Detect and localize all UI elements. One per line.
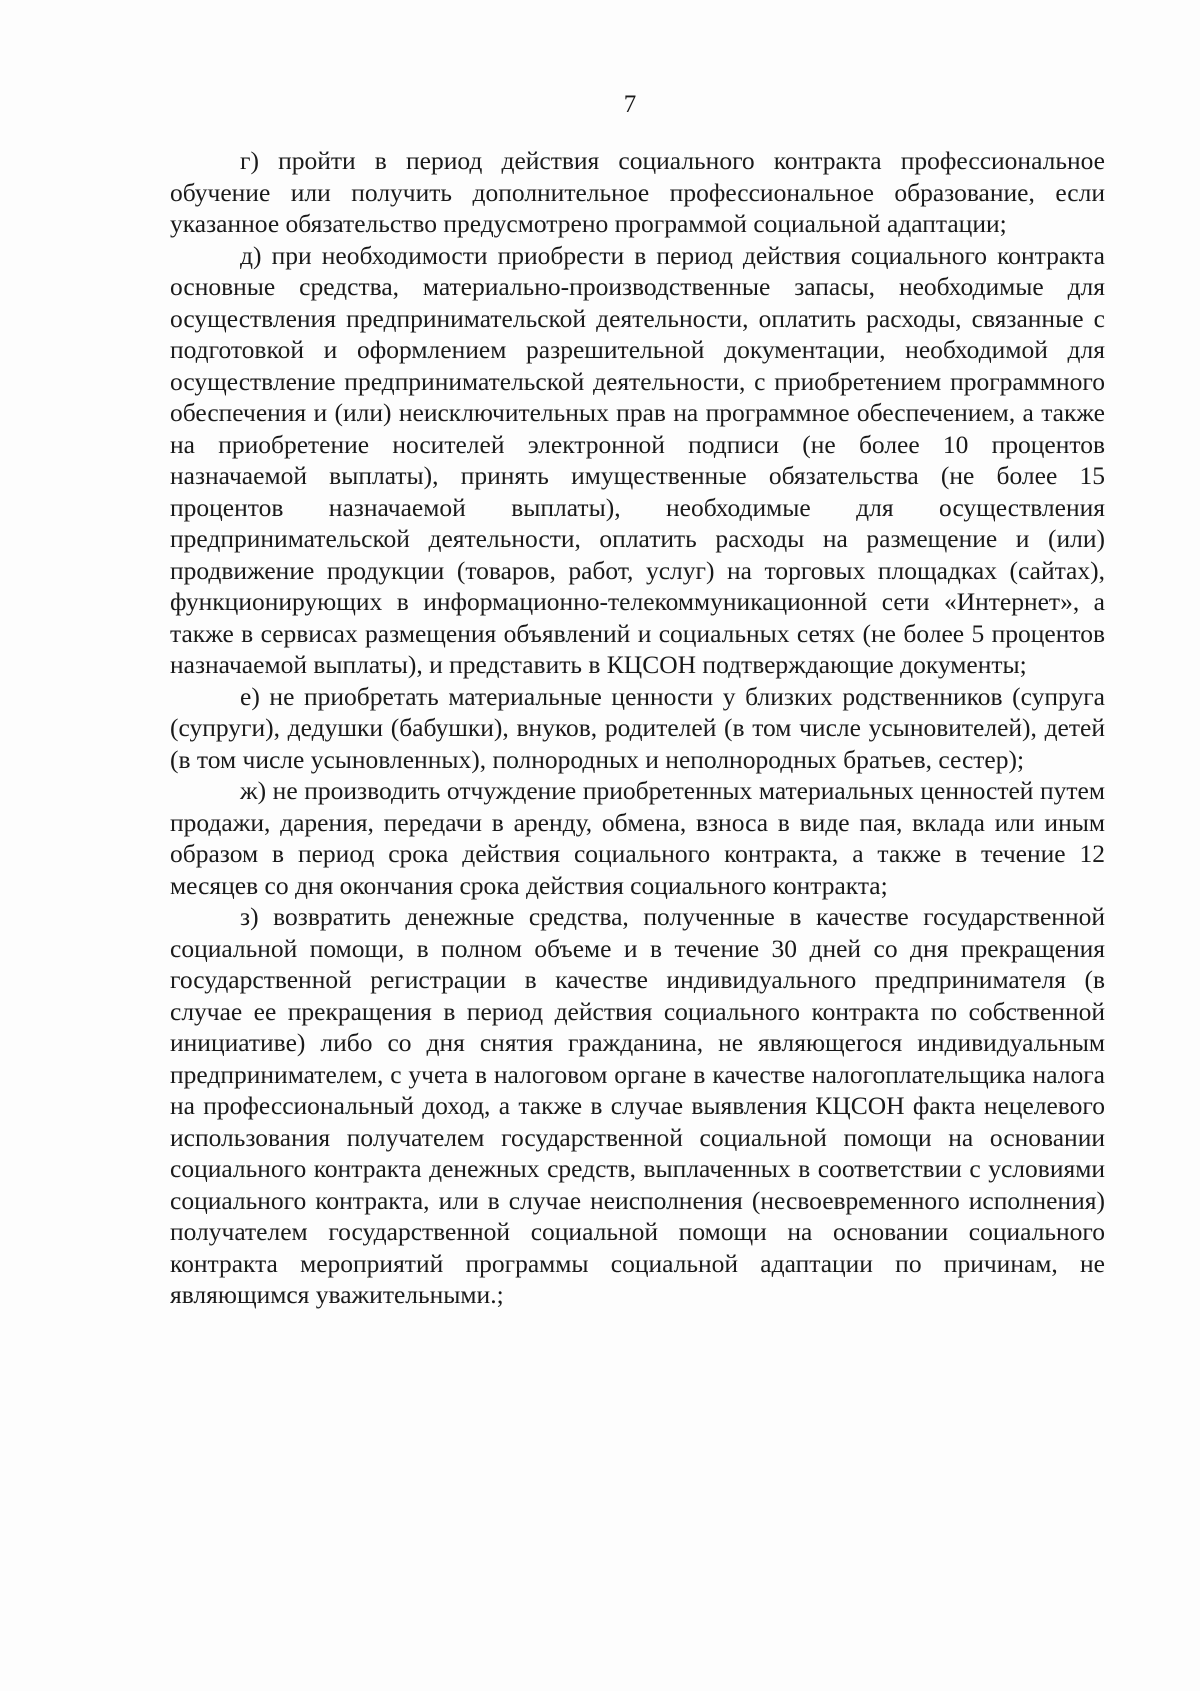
- page-number: 7: [623, 91, 637, 118]
- document-body: [170, 145, 1105, 1311]
- paragraph-z: з) возвратить денежные средства, полученные в качестве государственной социальной помощи, в полном объеме и в течение 30 дней со дня прекращения государственной регистрации в качестве индивидуального предпринимателя (в случае ее прекращения в период действия социального контракта по собственной инициативе) либо со дня снятия гражданина, не являющегося индивидуальным предпринимателем, с учета в налоговом органе в качестве налогоплательщика налога на профессиональный доход, а также в случае выявления КЦСОН факта нецелевого использования получателем государственной социальной помощи на основании социального контракта денежных средств, выплаченных в соответствии с условиями социального контракта, или в случае неисполнения (несвоевременного исполнения) получателем государственной социальной помощи на основании социального контракта мероприятий программы социальной адаптации по причинам, не являющимся уважительными.;: [170, 902, 1105, 1309]
- paragraph-e: е) не приобретать материальные ценности у близких родственников (супруга (супруги), дедушки (бабушки), внуков, родителей (в том числе усыновителей), детей (в том числе усыновленных), полнородных и неполнородных братьев, сестер);: [170, 681, 1105, 774]
- paragraph-d: д) при необходимости приобрести в период действия социального контракта основные средства, материально-производственные запасы, необходимые для осуществления предпринимательской деятельности, оплатить расходы, связанные с подготовкой и оформлением разрешительной документации, необходимой для осуществление предпринимательской деятельности, с приобретением программного обеспечения и (или) неисключительных прав на программное обеспечением, а также на приобретение носителей электронной подписи (не более 10 процентов назначаемой выплаты), принять имущественные обязательства (не более 15 процентов назначаемой выплаты), необходимые для осуществления предпринимательской деятельности, оплатить расходы на размещение и (или) продвижение продукции (товаров, работ, услуг) на торговых площадках (сайтах), функционирующих в информационно-телекоммуникационной сети «Интернет», а также в сервисах размещения объявлений и социальных сетях (не более 5 процентов назначаемой выплаты), и представить в КЦСОН подтверждающие документы;: [170, 240, 1105, 679]
- paragraph-zh: ж) не производить отчуждение приобретенных материальных ценностей путем продажи, дарения, передачи в аренду, обмена, взноса в виде пая, вклада или иным образом в период срока действия социального контракта, а также в течение 12 месяцев со дня окончания срока действия социального контракта;: [170, 776, 1105, 900]
- paragraph-g: г) пройти в период действия социального контракта профессиональное обучение или получить дополнительное профессиональное образование, если указанное обязательство предусмотрено программой социальной адаптации;: [170, 146, 1105, 238]
